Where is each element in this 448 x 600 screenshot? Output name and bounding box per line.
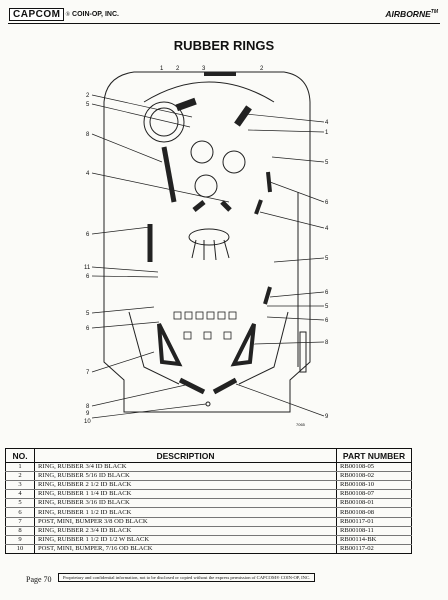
row-pn: RB00108-07 — [337, 490, 412, 499]
callout-left-2: 5 — [86, 102, 90, 108]
table-row — [6, 499, 412, 508]
game-title — [385, 9, 438, 19]
callout-left-10: 7 — [86, 370, 90, 376]
right-slingshot — [234, 324, 254, 364]
row-pn: RB00108-10 — [337, 481, 412, 490]
table-row — [6, 490, 412, 499]
page-title: RUBBER RINGS — [173, 38, 275, 53]
row-no: 8 — [6, 526, 35, 535]
table-row — [6, 472, 412, 481]
row-pn: RB00117-01 — [337, 517, 412, 526]
top-arch — [144, 82, 274, 102]
row-no: 5 — [6, 499, 35, 508]
callout-right-2: 1 — [325, 130, 329, 136]
pop-bumper-3 — [195, 175, 217, 197]
trademark-mark: TM — [430, 9, 438, 15]
row-no: 7 — [6, 517, 35, 526]
callout-right-3: 5 — [325, 160, 329, 166]
header-rule — [8, 23, 440, 24]
left-slingshot — [159, 324, 179, 364]
row-pn: RB00108-11 — [337, 526, 412, 535]
callout-right-9: 6 — [325, 318, 329, 324]
registered-mark: ® — [65, 11, 71, 18]
pop-bumper-2 — [223, 151, 245, 173]
callout-left-11: 8 — [86, 404, 90, 410]
diagram-stamp: 7065 — [296, 422, 305, 427]
callout-left-3: 8 — [86, 132, 90, 138]
callout-left-9: 6 — [86, 326, 90, 332]
row-desc: RING, RUBBER 2 3/4 ID BLACK — [35, 526, 337, 535]
parts-table — [5, 448, 412, 554]
row-no: 3 — [6, 481, 35, 490]
callout-left-4: 4 — [86, 171, 90, 177]
table-row — [6, 526, 412, 535]
row-no: 10 — [6, 544, 35, 553]
row-desc: POST, MINI, BUMPER 3/8 OD BLACK — [35, 517, 337, 526]
row-desc: RING, RUBBER 1 1/2 ID BLACK — [35, 508, 337, 517]
callout-right-1: 4 — [325, 120, 329, 126]
col-header-part-number: PART NUMBER — [337, 449, 412, 463]
left-flipper — [180, 380, 204, 392]
game-title-text: AIRBORNE — [385, 9, 431, 19]
callout-right-8: 5 — [325, 304, 329, 310]
row-no: 6 — [6, 508, 35, 517]
table-row — [6, 463, 412, 472]
table-row — [6, 544, 412, 553]
capcom-logo: CAPCOM — [9, 8, 64, 21]
col-header-description: DESCRIPTION — [35, 449, 337, 463]
playfield-outline — [104, 72, 310, 412]
row-no: 2 — [6, 472, 35, 481]
callout-left-6: 11 — [84, 265, 91, 271]
playfield-diagram — [84, 62, 330, 430]
row-desc: RING, RUBBER 3/4 ID BLACK — [35, 463, 337, 472]
row-desc: POST, MINI, BUMPER, 7/16 OD BLACK — [35, 544, 337, 553]
row-desc: RING, RUBBER 1 1/4 ID BLACK — [35, 490, 337, 499]
col-header-no: NO. — [6, 449, 35, 463]
company-name: COIN-OP, INC. — [72, 11, 119, 18]
pop-bumper-1 — [191, 141, 213, 163]
callout-right-6: 5 — [325, 256, 329, 262]
table-row — [6, 535, 412, 544]
row-pn: RB00108-08 — [337, 508, 412, 517]
callout-top-2: 2 — [176, 66, 180, 72]
right-flipper — [214, 380, 236, 392]
page-number: Page 70 — [26, 575, 52, 584]
confidentiality-note: Proprietary and confidential information, not to be disclosed or copied without the express permission of CAPCOM® COIN-OP, INC. — [58, 573, 315, 582]
row-desc: RING, RUBBER 5/16 ID BLACK — [35, 472, 337, 481]
callout-left-5: 6 — [86, 232, 90, 238]
callout-left-13: 10 — [84, 419, 91, 425]
callout-left-7: 6 — [86, 274, 90, 280]
callout-right-4: 6 — [325, 200, 329, 206]
row-desc: RING, RUBBER 2 1/2 ID BLACK — [35, 481, 337, 490]
table-row — [6, 517, 412, 526]
row-pn: RB00108-02 — [337, 472, 412, 481]
row-no: 4 — [6, 490, 35, 499]
row-no: 1 — [6, 463, 35, 472]
callout-right-5: 4 — [325, 226, 329, 232]
callout-right-10: 8 — [325, 340, 329, 346]
row-desc: RING, RUBBER 3/16 ID BLACK — [35, 499, 337, 508]
row-no: 9 — [6, 535, 35, 544]
header-brand — [9, 8, 119, 21]
row-pn: RB00114-BK — [337, 535, 412, 544]
row-pn: RB00108-05 — [337, 463, 412, 472]
callout-left-8: 5 — [86, 311, 90, 317]
callout-top-4: 2 — [260, 66, 264, 72]
table-row — [6, 481, 412, 490]
callout-top-3: 3 — [202, 66, 206, 72]
row-pn: RB00108-01 — [337, 499, 412, 508]
callout-right-11: 9 — [325, 414, 329, 420]
callout-left-1: 2 — [86, 93, 90, 99]
callout-top-1: 1 — [160, 66, 164, 72]
callout-right-7: 6 — [325, 290, 329, 296]
row-pn: RB00117-02 — [337, 544, 412, 553]
row-desc: RING, RUBBER 1 1/2 ID 1/2 W BLACK — [35, 535, 337, 544]
table-row — [6, 508, 412, 517]
callout-left-12: 9 — [86, 411, 90, 417]
table-header-row — [6, 449, 412, 463]
